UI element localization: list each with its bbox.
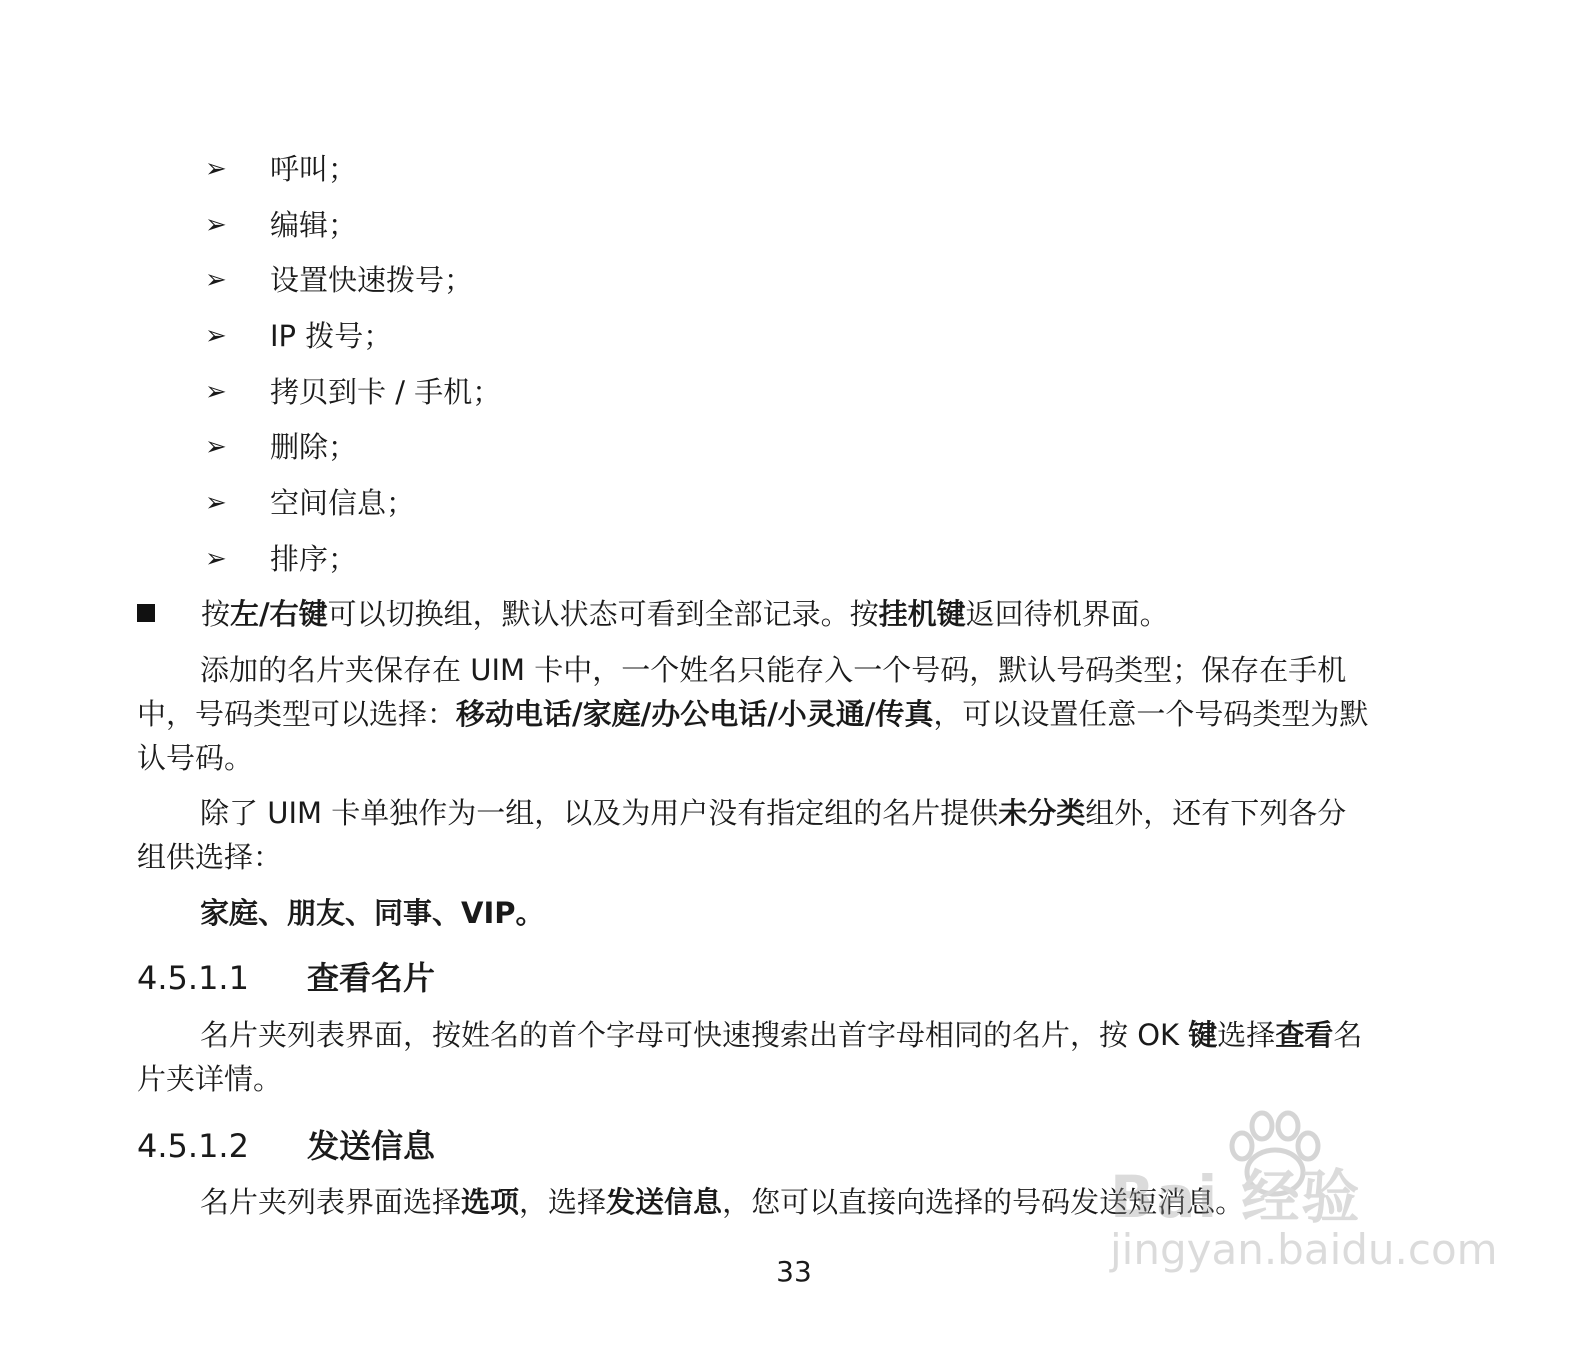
menu-option-label: 拷贝到卡 / 手机； xyxy=(270,375,502,409)
menu-option-label: IP 拨号； xyxy=(270,319,393,353)
baidu-jingyan-watermark xyxy=(1110,1110,1498,1280)
arrow-bullet-icon: ➢ xyxy=(205,265,227,295)
groups-paragraph: 除了 UIM 卡单独作为一组，以及为用户没有指定组的名片提供未分类组外，还有下列各分 组供选择： xyxy=(137,796,1347,874)
arrow-bullet-icon: ➢ xyxy=(205,210,227,240)
section-number: 4.5.1.1 xyxy=(137,959,249,997)
menu-option-label: 编辑； xyxy=(270,208,358,242)
menu-option-label: 呼叫； xyxy=(270,152,358,186)
menu-option-label: 排序； xyxy=(270,542,358,576)
arrow-bullet-icon: ➢ xyxy=(205,321,227,351)
square-bullet-icon xyxy=(137,604,155,622)
section-title: 发送信息 xyxy=(307,1127,436,1165)
view-card-paragraph: 名片夹列表界面，按姓名的首个字母可快速搜索出首字母相同的名片，按 OK 键选择查看名 片夹详情。 xyxy=(137,1018,1363,1096)
menu-option-label: 设置快速拨号； xyxy=(270,263,474,297)
page-number: 33 xyxy=(776,1255,812,1288)
arrow-bullet-icon: ➢ xyxy=(205,432,227,462)
arrow-bullet-icon: ➢ xyxy=(205,544,227,574)
groups-list: 家庭、朋友、同事、VIP。 xyxy=(200,896,545,930)
storage-paragraph: 添加的名片夹保存在 UIM 卡中，一个姓名只能存入一个号码，默认号码类型；保存在手机 中，号码类型可以选择：移动电话/家庭/办公电话/小灵通/传真，可以设置任意一个号码类型为默 认号码。 xyxy=(137,653,1369,775)
send-message-paragraph: 名片夹列表界面选择选项，选择发送信息，您可以直接向选择的号码发送短消息。 xyxy=(200,1185,1245,1219)
key-instruction-text: 按左/右键可以切换组，默认状态可看到全部记录。按挂机键返回待机界面。 xyxy=(201,597,1169,631)
menu-option-label: 空间信息； xyxy=(270,486,416,520)
menu-option-label: 删除； xyxy=(270,430,358,464)
watermark-brand: Bai 经验 xyxy=(1110,1163,1362,1231)
arrow-bullet-icon: ➢ xyxy=(205,377,227,407)
section-heading-view-card xyxy=(137,956,435,1000)
arrow-bullet-icon: ➢ xyxy=(205,488,227,518)
section-title: 查看名片 xyxy=(307,959,436,997)
section-number: 4.5.1.2 xyxy=(137,1127,249,1165)
arrow-bullet-icon: ➢ xyxy=(205,154,227,184)
watermark-url: jingyan.baidu.com xyxy=(1110,1225,1498,1274)
section-heading-send-message xyxy=(137,1124,435,1168)
